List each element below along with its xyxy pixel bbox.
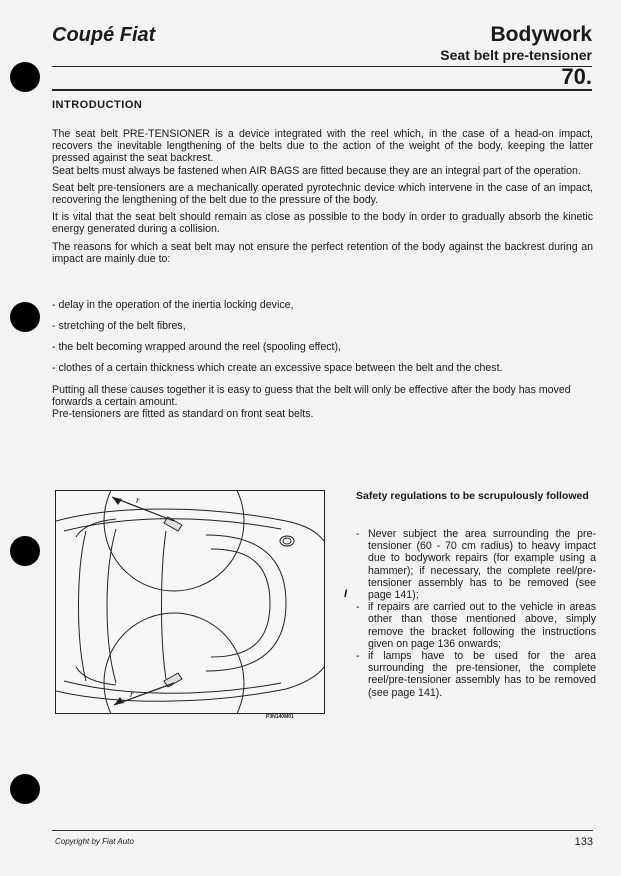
margin-mark: I [344, 588, 348, 600]
list-item: - if repairs are carried out to the vehicle in areas other than those mentioned above, simply remove the bracket following the instructions given on page 136 onwards; [356, 601, 596, 650]
binder-hole [10, 62, 40, 92]
cause-list [52, 299, 593, 383]
intro-paragraph: It is vital that the seat belt should remain as close as possible to the body in order to gradually absorb the kinetic energy generated during a collision. [52, 211, 593, 236]
list-item-text: if repairs are carried out to the vehicle in areas other than those mentioned above, simply remove the bracket following the instructions given on page 136 onwards; [368, 601, 596, 650]
car-outline-drawing [56, 491, 324, 713]
page-number: 133 [574, 836, 593, 848]
list-item: - if lamps have to be used for the area surrounding the pre-tensioner, the complete reel/pre-tensioner assembly has to be removed (see page 141). [356, 650, 596, 699]
list-item: - clothes of a certain thickness which create an excessive space between the belt and the chest. [52, 362, 503, 374]
list-item: - the belt becoming wrapped around the reel (spooling effect), [52, 341, 341, 353]
radius-label: r [136, 495, 140, 505]
intro-paragraph: Seat belts must always be fastened when AIR BAGS are fitted because they are an integral part of the operation. [52, 164, 581, 177]
list-item: - delay in the operation of the inertia locking device, [52, 299, 294, 311]
safety-list [356, 528, 596, 699]
intro-paragraph: The reasons for which a seat belt may not ensure the perfect retention of the body against the backrest during an impact are mainly due to: [52, 240, 593, 265]
binder-hole [10, 302, 40, 332]
binder-hole [10, 774, 40, 804]
radius-arrow-icon [112, 497, 122, 505]
safety-heading: Safety regulations to be scrupulously followed [356, 490, 589, 502]
closing-paragraph: Putting all these causes together it is easy to guess that the belt will only be effective after the body has moved forwards a certain amount. [52, 384, 571, 409]
subsection-title: Seat belt pre-tensioner [440, 47, 592, 63]
list-item: - Never subject the area surrounding the pre-tensioner (60 - 70 cm radius) to heavy impact due to bodywork repairs (for example using a hammer); if necessary, the complete reel/pre-tensioner assembly has to be removed (see page 141); [356, 528, 596, 602]
figure-caption: P3N140M01 [266, 714, 294, 720]
radius-label: r [130, 689, 134, 699]
radius-arrow-icon [114, 697, 124, 705]
copyright: Copyright by Fiat Auto [55, 837, 134, 846]
brand-title: Coupé Fiat [52, 24, 156, 46]
list-item-text: if lamps have to be used for the area surrounding the pre-tensioner, the complete reel/pre-tensioner assembly has to be removed (see page 141). [368, 650, 596, 699]
intro-paragraph: The seat belt PRE-TENSIONER is a device integrated with the reel which, in the case of a head-on impact, recovers the inevitable lengthening of the belts due to the action of the weight of the body, keeping the latter pressed against the seat backrest. [52, 128, 593, 165]
list-item: - stretching of the belt fibres, [52, 320, 186, 332]
header-rule [52, 66, 592, 67]
closing-paragraph: Pre-tensioners are fitted as standard on front seat belts. [52, 408, 314, 421]
car-diagram [55, 490, 325, 714]
section-title: Bodywork [490, 23, 592, 46]
binder-hole [10, 536, 40, 566]
closing-text [52, 384, 593, 421]
chapter-number: 70. [561, 64, 592, 89]
header-rule-bold [52, 89, 592, 91]
intro-body [52, 128, 593, 270]
list-item-text: Never subject the area surrounding the pre-tensioner (60 - 70 cm radius) to heavy impact due to bodywork repairs (for example using a hammer); if necessary, the complete reel/pre-tensioner assembly has to be removed (see page 141); [368, 528, 596, 602]
intro-heading: INTRODUCTION [52, 99, 143, 111]
intro-paragraph: Seat belt pre-tensioners are a mechanically operated pyrotechnic device which intervene in the case of an impact, recovering the lengthening of the belt due to the pressure of the body. [52, 181, 593, 207]
footer-rule [52, 830, 593, 831]
